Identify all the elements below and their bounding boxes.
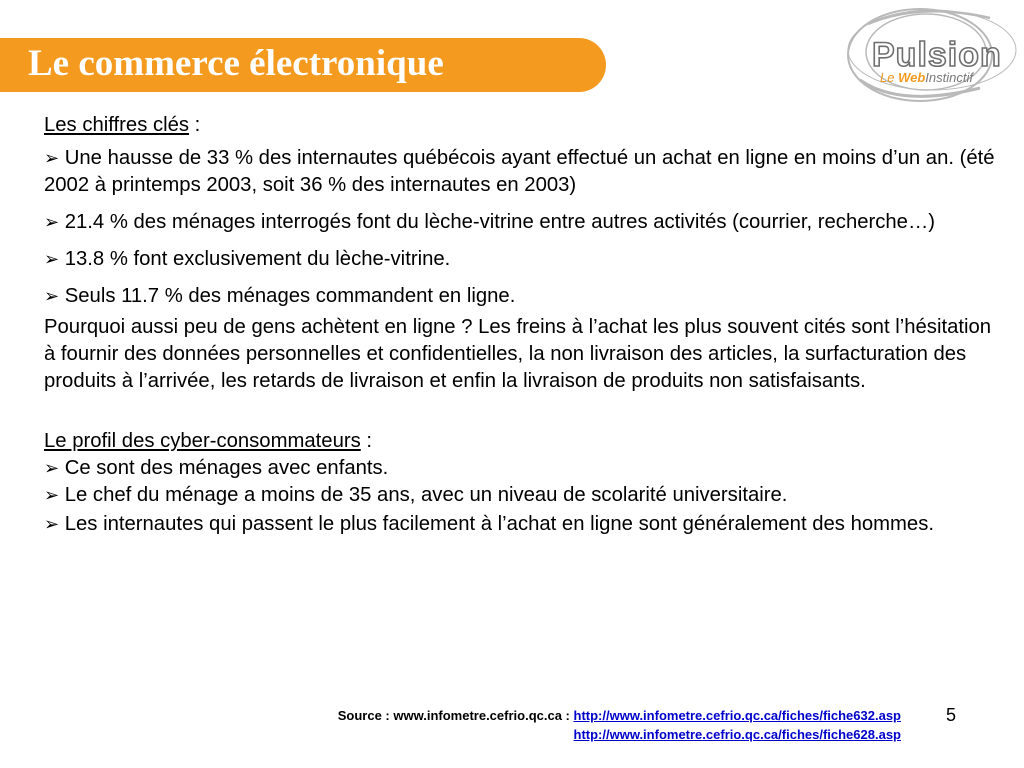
slide-title: Le commerce électronique — [28, 43, 444, 84]
logo-tagline: Le WebInstinctif — [880, 70, 973, 85]
source-citation: Source : www.infometre.cefrio.qc.ca : http://www.infometre.cefrio.qc.ca/fiches/fiche632.asp http://www.infometre.cefrio.qc.ca/fiches/fiche628.asp — [337, 708, 901, 742]
bullet-item: ➢ Le chef du ménage a moins de 35 ans, avec un niveau de scolarité universitaire. — [44, 484, 788, 506]
logo-brand: Pulsion — [872, 36, 1002, 74]
bullet-item: ➢ Seuls 11.7 % des ménages commandent en ligne. — [44, 285, 516, 307]
source-link-fiche628[interactable]: http://www.infometre.cefrio.qc.ca/fiches/fiche628.asp — [573, 727, 901, 742]
section1-heading: Les chiffres clés — [44, 114, 190, 136]
section2-heading-line: Le profil des cyber-consommateurs : — [44, 430, 373, 452]
source-label: Source : www.infometre.cefrio.qc.ca — [337, 708, 562, 723]
bullet-item: ➢ Une hausse de 33 % des internautes québécois ayant effectué un achat en ligne en moins d’un an. (été 2002 à printemps 2003, soit 36 % des internautes en 2003) — [44, 147, 995, 196]
arrow-bullet-icon: ➢ — [44, 249, 60, 269]
arrow-bullet-icon: ➢ — [44, 148, 60, 168]
freins-paragraph: Pourquoi aussi peu de gens achètent en ligne ? Les freins à l’achat les plus souvent cités sont l’hésitation à fournir des données personnelles et confidentielles, la non livraison des articles, la surfacturation des produits à l’arrivée, les retards de livraison et enfin la livraison de produits non satisfaisants. — [44, 316, 992, 392]
bullet-item: ➢ Ce sont des ménages avec enfants. — [44, 457, 389, 479]
arrow-bullet-icon: ➢ — [44, 212, 60, 232]
bullet-item: ➢ 13.8 % font exclusivement du lèche-vitrine. — [44, 248, 451, 270]
pulsion-logo — [840, 0, 1024, 110]
arrow-bullet-icon: ➢ — [44, 514, 60, 534]
arrow-bullet-icon: ➢ — [44, 286, 60, 306]
section1-heading-line: Les chiffres clés : — [44, 114, 201, 136]
source-link-fiche632[interactable]: http://www.infometre.cefrio.qc.ca/fiches/fiche632.asp — [573, 708, 901, 723]
section2-heading: Le profil des cyber-consommateurs — [44, 430, 361, 452]
slide-body — [44, 112, 1004, 540]
bullet-item: ➢ 21.4 % des ménages interrogés font du lèche-vitrine entre autres activités (courrier, recherche…) — [44, 211, 935, 233]
page-number: 5 — [946, 705, 957, 725]
arrow-bullet-icon: ➢ — [44, 458, 60, 478]
arrow-bullet-icon: ➢ — [44, 485, 60, 505]
bullet-item: ➢ Les internautes qui passent le plus facilement à l’achat en ligne sont généralement des hommes. — [44, 513, 934, 535]
